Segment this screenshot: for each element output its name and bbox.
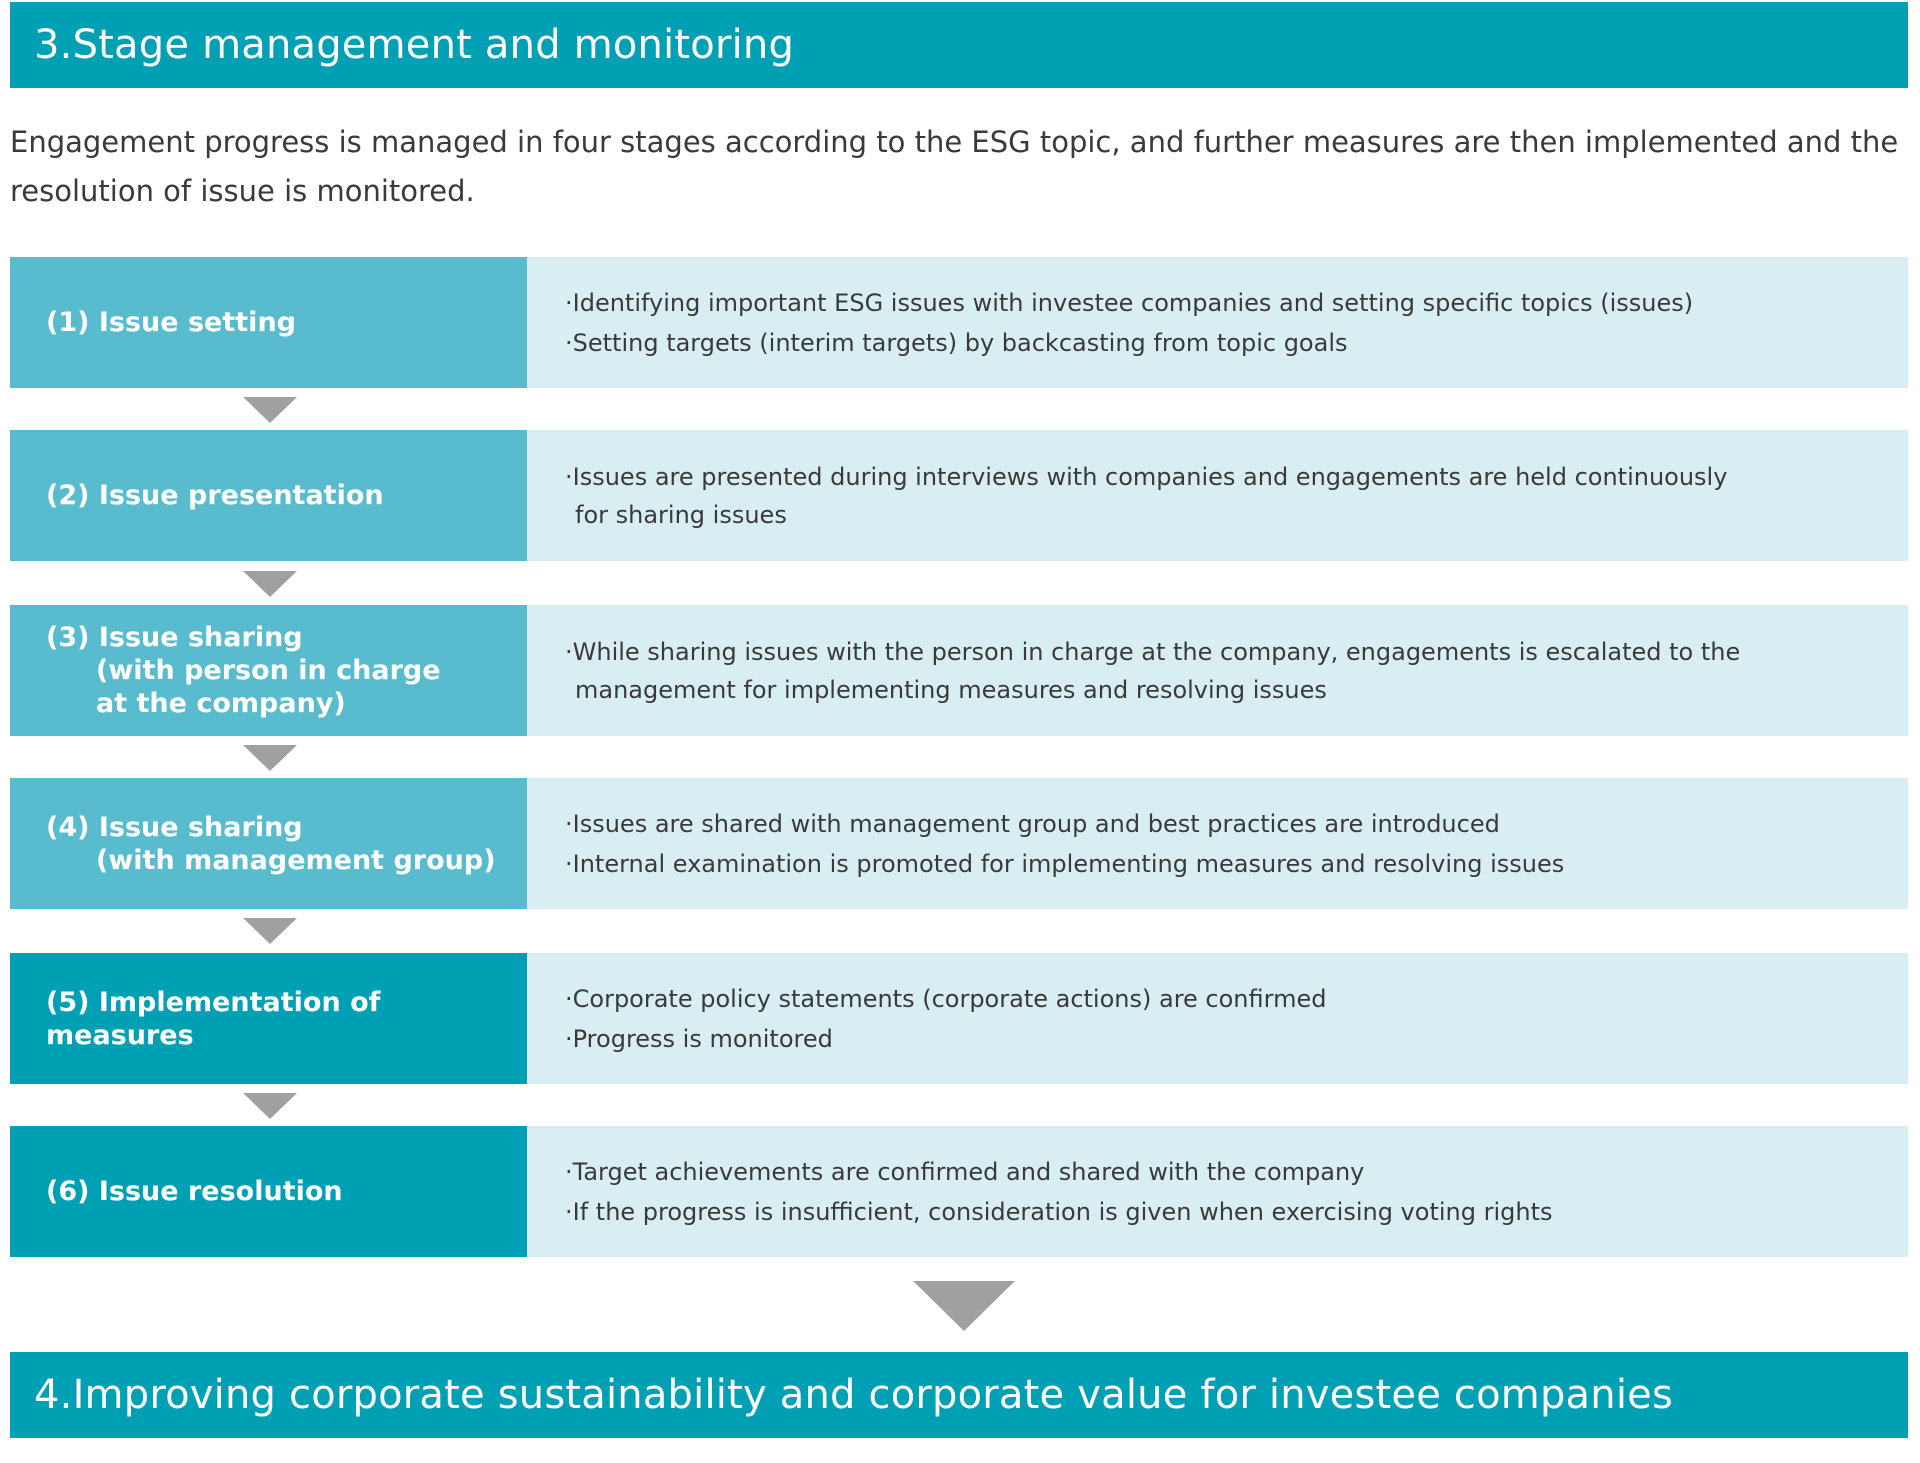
section-header-stage-management (10, 2, 1908, 88)
stage-label-line: (5) Implementation of measures (46, 986, 381, 1051)
stage-label-box (10, 430, 527, 561)
stage-bullet: ·Issues are shared with management group and best practices are introduced (565, 809, 1500, 838)
stage-label-box (10, 1126, 527, 1257)
section-title: 4.Improving corporate sustainability and corporate value for investee companies (34, 1372, 1673, 1418)
down-arrow-icon (243, 571, 297, 597)
stage-bullet: ·Target achievements are confirmed and shared with the company (565, 1157, 1365, 1186)
stage-label-line: (2) Issue presentation (46, 480, 384, 511)
stage-bullet: ·Progress is monitored (565, 1024, 833, 1053)
down-arrow-icon (243, 397, 297, 423)
large-down-arrow-icon (913, 1281, 1015, 1331)
intro-paragraph: Engagement progress is managed in four stages according to the ESG topic, and further measures are then implemented and the resolution of issue is monitored. (10, 125, 1899, 208)
down-arrow-icon (243, 745, 297, 771)
stage-label-box (10, 605, 527, 736)
stage-label-box (10, 257, 527, 388)
stage-bullet: ·While sharing issues with the person in charge at the company, engagements is escalated to the management for implementing measures and resolving issues (565, 637, 1741, 704)
stage-bullet: ·Identifying important ESG issues with investee companies and setting specific topics (issues) (565, 288, 1694, 317)
stage-row-2 (10, 430, 1908, 561)
stage-description (527, 1126, 1908, 1257)
stage-row-1 (10, 257, 1908, 388)
down-arrow-icon (243, 1093, 297, 1119)
stage-label-line: at the company) (96, 688, 346, 719)
stage-description (527, 605, 1908, 736)
section-header-improving-value (10, 1352, 1908, 1438)
stage-label-box (10, 953, 527, 1084)
stage-description (527, 430, 1908, 561)
stage-label-line: (4) Issue sharing (46, 811, 303, 843)
stage-label-line: (with person in charge (96, 655, 441, 686)
stage-description (527, 257, 1908, 388)
section-title: 3.Stage management and monitoring (34, 22, 795, 68)
stage-row-3 (10, 605, 1908, 736)
stage-row-5 (10, 953, 1908, 1084)
stage-bullet: ·Issues are presented during interviews with companies and engagements are held continuously for sharing issues (565, 462, 1728, 529)
stage-row-6 (10, 1126, 1908, 1257)
stage-label-line: (1) Issue setting (46, 307, 296, 338)
stage-row-4 (10, 778, 1908, 909)
stage-description (527, 778, 1908, 909)
stage-bullet: ·Setting targets (interim targets) by backcasting from topic goals (565, 328, 1348, 357)
stage-bullet: ·Internal examination is promoted for implementing measures and resolving issues (565, 849, 1565, 878)
down-arrow-icon (243, 918, 297, 944)
stage-label-line: (3) Issue sharing (46, 622, 303, 653)
stage-bullet: ·If the progress is insufficient, consideration is given when exercising voting rights (565, 1197, 1553, 1226)
stage-description (527, 953, 1908, 1084)
stage-label-line: (6) Issue resolution (46, 1176, 343, 1207)
stage-bullet: ·Corporate policy statements (corporate actions) are confirmed (565, 984, 1327, 1013)
stage-label-line: (with management group) (96, 844, 496, 876)
stage-label-box (10, 778, 527, 909)
